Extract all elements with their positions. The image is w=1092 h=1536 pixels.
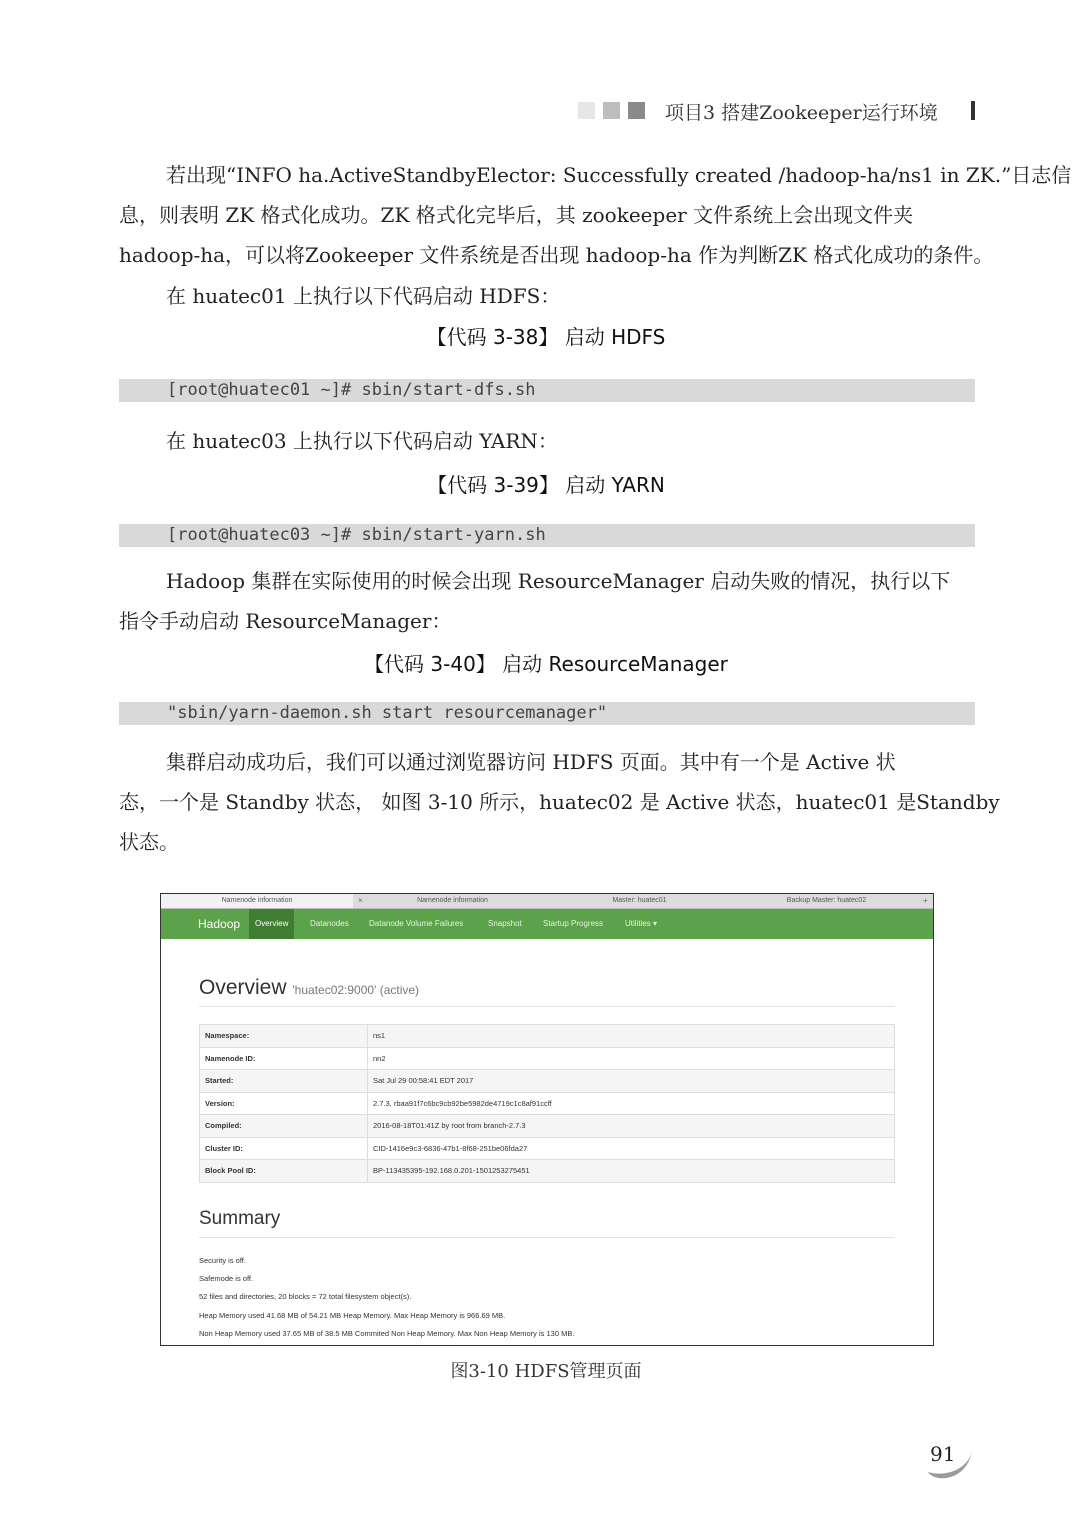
running-header bbox=[578, 98, 988, 126]
nav-overview[interactable]: Overview bbox=[249, 909, 294, 939]
info-key: Namespace: bbox=[200, 1025, 368, 1048]
paragraph-line: 若出现“INFO ha.ActiveStandbyElector: Successfully created /hadoop-ha/ns1 in ZK.”日志信 bbox=[166, 163, 1072, 187]
overview-heading bbox=[199, 976, 419, 1000]
header-bar bbox=[971, 101, 975, 120]
code-caption: 【代码 3-39】 启动 YARN bbox=[427, 473, 665, 497]
summary-line: Heap Memory used 41.68 MB of 54.21 MB Heap Memory. Max Heap Memory is 966.69 MB. bbox=[199, 1311, 506, 1320]
hdfs-screenshot bbox=[160, 893, 934, 1346]
paragraph-line: 状态。 bbox=[119, 830, 179, 854]
code-caption: 【代码 3-38】 启动 HDFS bbox=[426, 325, 666, 349]
info-key: Version: bbox=[200, 1092, 368, 1115]
browser-tab[interactable]: Namenode information bbox=[161, 894, 353, 908]
paragraph-line: 在 huatec01 上执行以下代码启动 HDFS： bbox=[166, 284, 561, 308]
info-key: Namenode ID: bbox=[200, 1047, 368, 1070]
info-value: Sat Jul 29 00:58:41 EDT 2017 bbox=[368, 1070, 895, 1093]
info-value: BP-113435395-192.168.0.201-1501253275451 bbox=[368, 1160, 895, 1183]
info-value: 2016-08-18T01:41Z by root from branch-2.7.3 bbox=[368, 1115, 895, 1138]
close-icon[interactable]: × bbox=[358, 896, 363, 905]
code-text: [root@huatec01 ~]# sbin/start-dfs.sh bbox=[167, 380, 536, 400]
paragraph-line: 态，一个是 Standby 状态， 如图 3-10 所示，huatec02 是 Active 状态，huatec01 是Standby bbox=[119, 790, 1000, 814]
summary-line: 52 files and directories, 20 blocks = 72 total filesystem object(s). bbox=[199, 1292, 412, 1301]
summary-line: Security is off. bbox=[199, 1256, 246, 1265]
paragraph-line: 指令手动启动 ResourceManager： bbox=[119, 609, 452, 633]
divider bbox=[199, 1006, 895, 1007]
header-square-2 bbox=[603, 102, 620, 119]
code-text: [root@huatec03 ~]# sbin/start-yarn.sh bbox=[167, 525, 546, 545]
table-row bbox=[200, 1115, 895, 1138]
summary-line: Safemode is off. bbox=[199, 1274, 254, 1283]
paragraph-line: hadoop-ha，可以将Zookeeper 文件系统是否出现 hadoop-ha 作为判断ZK 格式化成功的条件。 bbox=[119, 243, 994, 267]
nav-snapshot[interactable]: Snapshot bbox=[488, 919, 522, 928]
hadoop-brand[interactable]: Hadoop bbox=[198, 917, 241, 931]
paragraph-line: Hadoop 集群在实际使用的时候会出现 ResourceManager 启动失败的情况，执行以下 bbox=[166, 569, 951, 593]
browser-tab[interactable]: Master: huatec01 bbox=[612, 897, 667, 904]
figure-caption: 图3-10 HDFS管理页面 bbox=[450, 1361, 642, 1382]
nav-datanode-volume-failures[interactable]: Datanode Volume Failures bbox=[369, 919, 464, 928]
code-block bbox=[119, 379, 975, 402]
paragraph-line: 在 huatec03 上执行以下代码启动 YARN： bbox=[166, 429, 558, 453]
divider bbox=[199, 1237, 895, 1238]
info-key: Block Pool ID: bbox=[200, 1160, 368, 1183]
info-key: Started: bbox=[200, 1070, 368, 1093]
page-number-text: 91 bbox=[930, 1442, 956, 1466]
info-value: nn2 bbox=[368, 1047, 895, 1070]
info-key: Cluster ID: bbox=[200, 1137, 368, 1160]
paragraph-line: 息，则表明 ZK 格式化成功。ZK 格式化完毕后，其 zookeeper 文件系统上会出现文件夹 bbox=[119, 203, 914, 227]
header-square-1 bbox=[578, 102, 595, 119]
header-square-3 bbox=[628, 102, 645, 119]
nav-startup-progress[interactable]: Startup Progress bbox=[543, 919, 604, 928]
paragraph-line: 集群启动成功后，我们可以通过浏览器访问 HDFS 页面。其中有一个是 Active 状 bbox=[166, 750, 896, 774]
header-title: 项目3 搭建Zookeeper运行环境 bbox=[665, 102, 938, 124]
overview-title: Overview bbox=[199, 976, 287, 999]
code-block bbox=[119, 524, 975, 547]
summary-line: Non Heap Memory used 37.65 MB of 38.5 MB Commited Non Heap Memory. Max Non Heap Memory is 130 MB. bbox=[199, 1329, 575, 1338]
summary-title: Summary bbox=[199, 1208, 281, 1229]
info-value: 2.7.3, rbaa91f7c6bc9cb92be5982de4719c1c8af91ccff bbox=[368, 1092, 895, 1115]
table-row bbox=[200, 1025, 895, 1048]
table-row bbox=[200, 1047, 895, 1070]
nav-datanodes[interactable]: Datanodes bbox=[310, 919, 349, 928]
new-tab-icon[interactable]: + bbox=[923, 896, 928, 905]
table-row bbox=[200, 1137, 895, 1160]
info-value: ns1 bbox=[368, 1025, 895, 1048]
info-value: CID-1416e9c3-6836-47b1-8f68-251be06fda27 bbox=[368, 1137, 895, 1160]
hadoop-navbar bbox=[161, 909, 933, 939]
browser-tab-bar bbox=[161, 894, 933, 909]
table-row bbox=[200, 1070, 895, 1093]
code-text: "sbin/yarn-daemon.sh start resourcemanager" bbox=[167, 703, 608, 723]
browser-tab[interactable]: Backup Master: huatec02 bbox=[786, 897, 867, 904]
namenode-info-table bbox=[199, 1024, 895, 1183]
code-block bbox=[119, 702, 975, 725]
code-caption: 【代码 3-40】 启动 ResourceManager bbox=[364, 652, 728, 676]
page-number bbox=[924, 1434, 976, 1482]
info-key: Compiled: bbox=[200, 1115, 368, 1138]
browser-tab[interactable]: Namenode information bbox=[417, 897, 488, 904]
nav-utilities[interactable]: Utilities ▾ bbox=[625, 919, 658, 928]
table-row bbox=[200, 1092, 895, 1115]
table-row bbox=[200, 1160, 895, 1183]
overview-subtitle: 'huatec02:9000' (active) bbox=[292, 983, 420, 997]
